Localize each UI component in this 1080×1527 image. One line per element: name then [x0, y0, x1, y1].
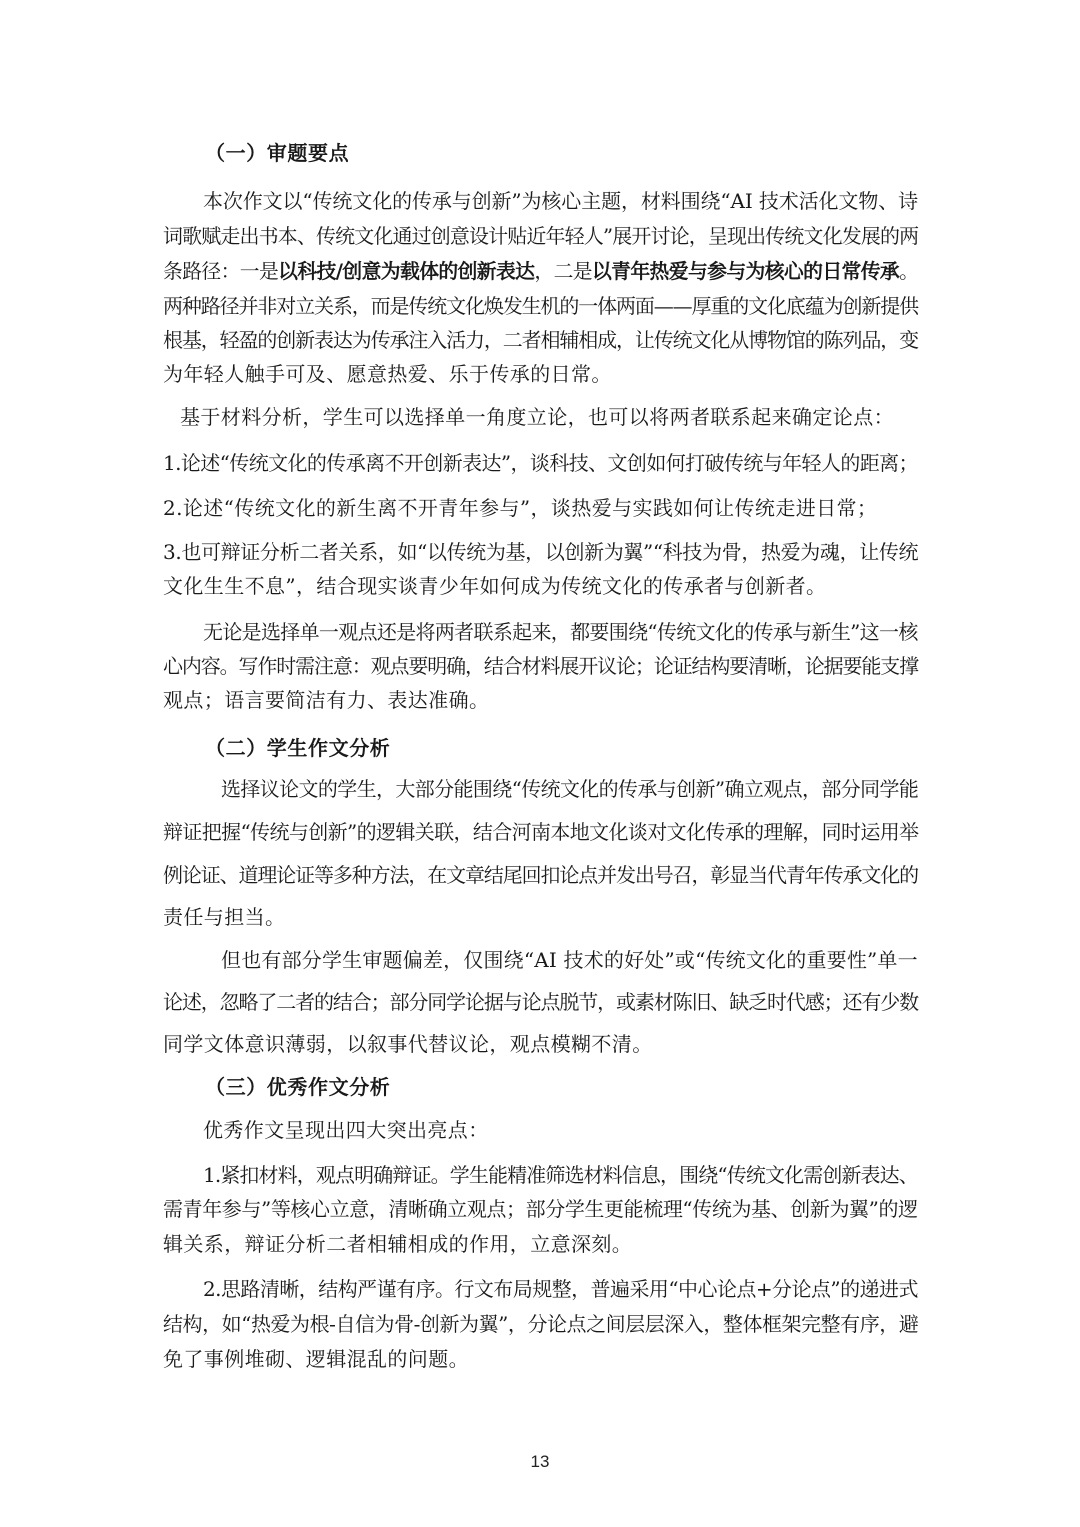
paragraph-line: 但也有部分学生审题偏差，仅围绕“AI 技术的好处”或“传统文化的重要性”单一 — [221, 948, 918, 972]
list-item-line: 需青年参与”等核心立意，清晰确立观点；部分学生更能梳理“传统为基、创新为翼”的逻 — [163, 1197, 918, 1221]
paragraph-line: 心内容。写作时需注意：观点要明确，结合材料展开议论；论证结构要清晰，论据要能支撑 — [163, 654, 918, 678]
paragraph-line: 为年轻人触手可及、愿意热爱、乐于传承的日常。 — [163, 362, 612, 386]
paragraph-line: 辩证把握“传统与创新”的逻辑关联，结合河南本地文化谈对文化传承的理解，同时运用举 — [163, 820, 919, 844]
list-item: 2.论述“传统文化的新生离不开青年参与”，谈热爱与实践如何让传统走进日常； — [163, 496, 878, 520]
list-item-line: 文化生生不息”，结合现实谈青少年如何成为传统文化的传承者与创新者。 — [163, 574, 827, 598]
paragraph-line: 例论证、道理论证等多种方法，在文章结尾回扣论点并发出号召，彰显当代青年传承文化的 — [163, 863, 918, 887]
paragraph-line: 无论是选择单一观点还是将两者联系起来，都要围绕“传统文化的传承与新生”这一核 — [203, 620, 918, 644]
paragraph-line: 论述，忽略了二者的结合；部分同学论据与论点脱节，或素材陈旧、缺乏时代感；还有少数 — [163, 990, 918, 1014]
paragraph-line-with-emphasis — [163, 256, 918, 286]
paragraph-line: 基于材料分析，学生可以选择单一角度立论，也可以将两者联系起来确定论点： — [180, 405, 894, 429]
emphasis-innovation-path: 以科技/创意为载体的创新表达 — [278, 259, 535, 283]
paragraph-line: 词歌赋走出书本、传统文化通过创意设计贴近年轻人”展开讨论，呈现出传统文化发展的两 — [163, 224, 919, 248]
section-heading-student-essays: （二）学生作文分析 — [205, 736, 391, 760]
paragraph-line: 责任与担当。 — [163, 905, 286, 929]
list-item-line: 免了事例堆砌、逻辑混乱的问题。 — [163, 1347, 469, 1371]
paragraph-line: 观点；语言要简洁有力、表达准确。 — [163, 688, 490, 712]
emphasis-inheritance-path: 以青年热爱与参与为核心的日常传承 — [591, 259, 900, 283]
paragraph-line: 同学文体意识薄弱，以叙事代替议论，观点模糊不清。 — [163, 1032, 653, 1056]
section-heading-review-points: （一）审题要点 — [205, 141, 350, 165]
paragraph-line: 根基，轻盈的创新表达为传承注入活力，二者相辅相成，让传统文化从博物馆的陈列品，变 — [163, 328, 918, 352]
list-item: 1.论述“传统文化的传承离不开创新表达”，谈科技、文创如何打破传统与年轻人的距离； — [163, 451, 918, 475]
paragraph-line: 优秀作文呈现出四大突出亮点： — [203, 1118, 489, 1142]
page-number: 13 — [530, 1452, 550, 1471]
list-item-line: 1.紧扣材料，观点明确辩证。学生能精准筛选材料信息，围绕“传统文化需创新表达、 — [203, 1163, 918, 1187]
text-span: ，二是 — [534, 259, 592, 283]
paragraph-line: 本次作文以“传统文化的传承与创新”为核心主题，材料围绕“AI 技术活化文物、诗 — [203, 189, 918, 213]
text-span: 。 — [899, 259, 919, 283]
paragraph-line: 两种路径并非对立关系，而是传统文化焕发生机的一体两面——厚重的文化底蕴为创新提供 — [163, 294, 918, 318]
list-item-line: 结构，如“热爱为根-自信为骨-创新为翼”，分论点之间层层深入，整体框架完整有序，避 — [163, 1312, 919, 1336]
paragraph-line: 选择议论文的学生，大部分能围绕“传统文化的传承与创新”确立观点，部分同学能 — [221, 777, 919, 801]
list-item-line: 辑关系，辩证分析二者相辅相成的作用，立意深刻。 — [163, 1232, 633, 1256]
text-span: 条路径：一是 — [163, 259, 279, 283]
section-heading-excellent-essays: （三）优秀作文分析 — [205, 1075, 391, 1099]
list-item-line: 2.思路清晰，结构严谨有序。行文布局规整，普遍采用“中心论点+分论点”的递进式 — [203, 1277, 918, 1301]
list-item-line: 3.也可辩证分析二者关系，如“以传统为基，以创新为翼”“科技为骨，热爱为魂，让传统 — [163, 540, 919, 564]
